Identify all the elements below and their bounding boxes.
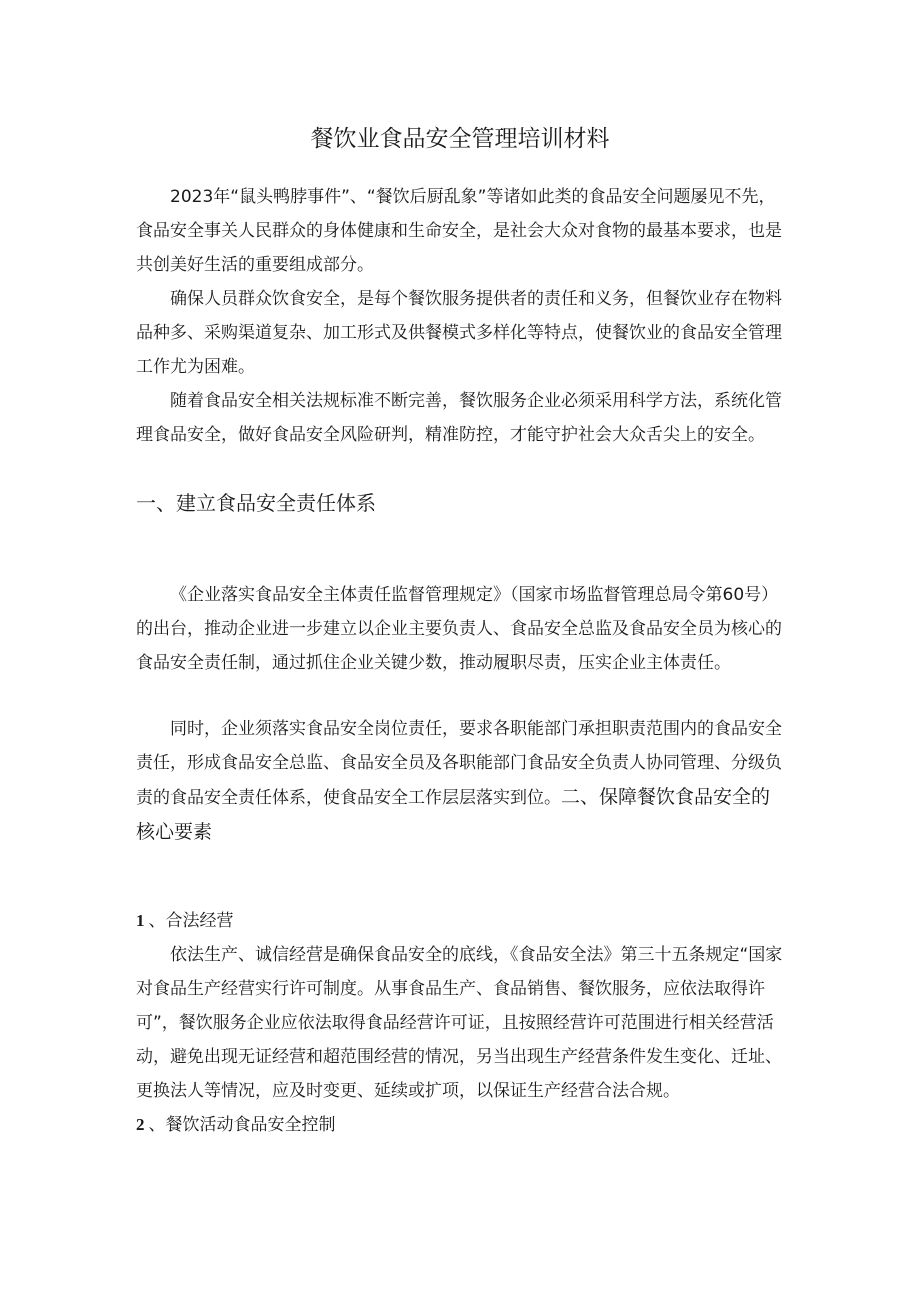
section-1-paragraph-2-text: 同时，企业须落实食品安全岗位责任，要求各职能部门承担职责范围内的食品安全责任，形成食品安全总监、食品安全员及各职能部门食品安全负责人协同管理、分级负责的食品安全责任体系，使食品安全工作层层落实到位。 [136, 719, 782, 808]
section-1-heading: 一、建立食品安全责任体系 [136, 491, 376, 515]
subsection-2-label: 、餐饮活动食品安全控制 [148, 1115, 336, 1135]
subsection-1-paragraph: 依法生产、诚信经营是确保食品安全的底线，《食品安全法》第三十五条规定“国家对食品生产经营实行许可制度。从事食品生产、食品销售、餐饮服务，应依法取得许可”，餐饮服务企业应依法取得食品经营许可证，且按照经营许可范围进行相关经营活动，避免出现无证经营和超范围经营的情况，另当出现生产经营条件发生变化、迁址、更换法人等情况，应及时变更、延续或扩项，以保证生产经营合法合规。 [136, 945, 783, 1101]
document-title: 餐饮业食品安全管理培训材料 [310, 126, 610, 152]
subsection-2-number: 2 [136, 1115, 145, 1134]
section-1-paragraph-2 [136, 712, 786, 850]
subsection-2-heading [136, 1108, 786, 1142]
intro-paragraph-2: 确保人员群众饮食安全，是每个餐饮服务提供者的责任和义务，但餐饮业存在物料品种多、采购渠道复杂、加工形式及供餐模式多样化等特点，使餐饮业的食品安全管理工作尤为困难。 [136, 289, 782, 377]
subsection-1-label: 、合法经营 [148, 911, 234, 931]
section-1-paragraph-1: 《企业落实食品安全主体责任监督管理规定》（国家市场监督管理总局令第60号）的出台，推动企业进一步建立以企业主要负责人、食品安全总监及食品安全员为核心的食品安全责任制，通过抓住企业关键少数，推动履职尽责，压实企业主体责任。 [136, 585, 782, 673]
subsection-1-heading [136, 904, 786, 938]
intro-paragraph-1: 2023年“鼠头鸭脖事件”、“餐饮后厨乱象”等诸如此类的食品安全问题屡见不先，食品安全事关人民群众的身体健康和生命安全，是社会大众对食物的最基本要求，也是共创美好生活的重要组成部分。 [136, 187, 782, 275]
section-2-heading: 二、保障餐饮食品安全的核心要素 [136, 786, 771, 843]
intro-paragraph-3: 随着食品安全相关法规标准不断完善，餐饮服务企业必须采用科学方法，系统化管理食品安全，做好食品安全风险研判，精准防控，才能守护社会大众舌尖上的安全。 [136, 391, 782, 445]
subsection-1-number: 1 [136, 911, 145, 930]
